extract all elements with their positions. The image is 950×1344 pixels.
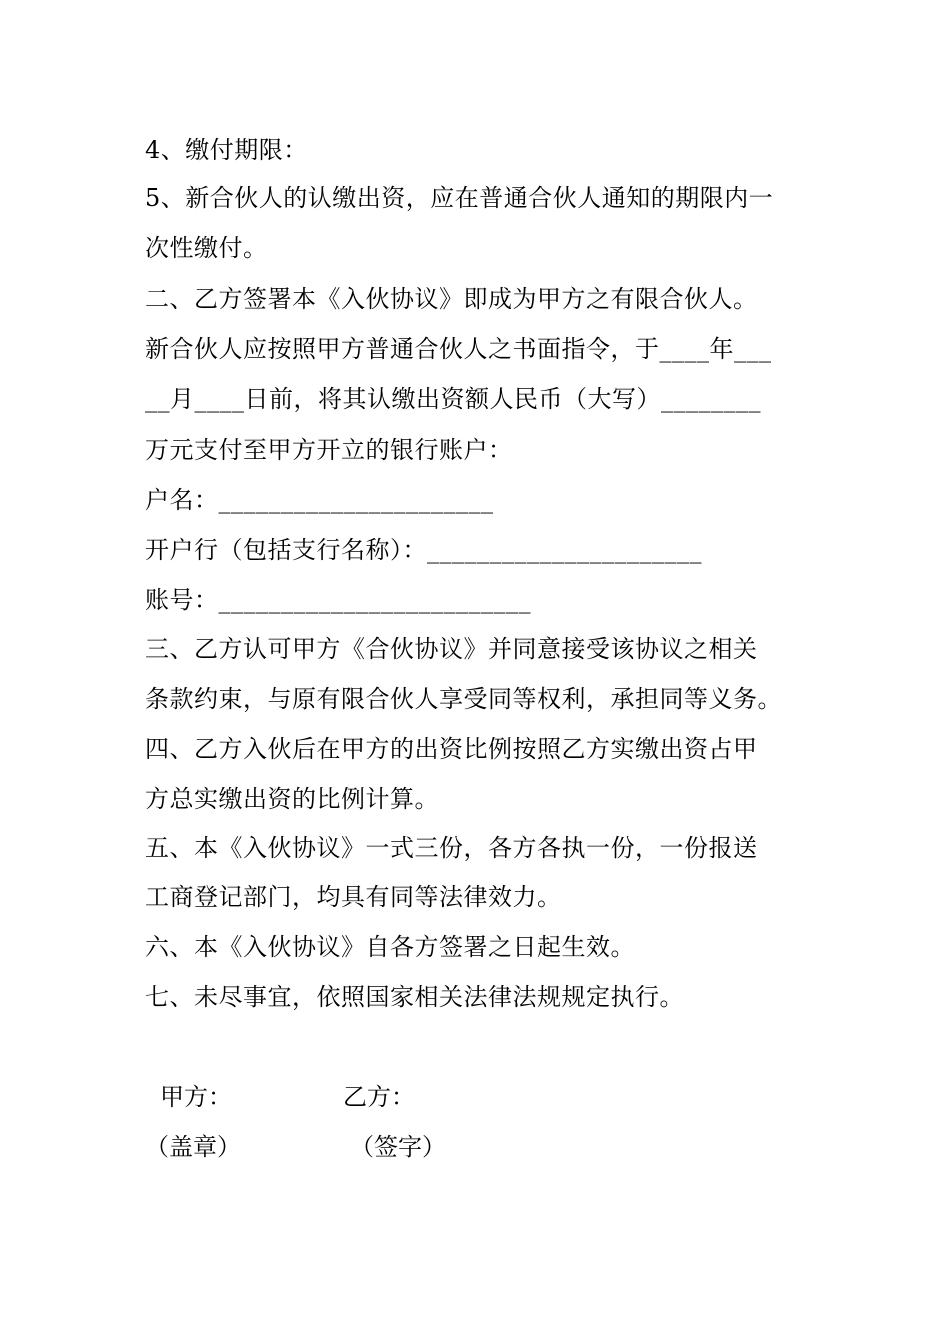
clause-line-14: 方总实缴出资的比例计算。 [145, 785, 439, 813]
account-name-line: 户名：______________________ [145, 486, 494, 514]
clause-line-5: 新合伙人应按照甲方普通合伙人之书面指令，于____年___ [145, 335, 772, 363]
party-a-label: 甲方： [160, 1083, 232, 1111]
account-number-line: 账号：_________________________ [145, 586, 531, 614]
clause-line-4: 二、乙方签署本《入伙协议》即成为甲方之有限合伙人。 [145, 285, 758, 313]
clause-line-13: 四、乙方入伙后在甲方的出资比例按照乙方实缴出资占甲 [145, 735, 758, 763]
clause-line-18: 七、未尽事宜，依照国家相关法律法规规定执行。 [145, 983, 684, 1011]
clause-line-6: __月____日前，将其认缴出资额人民币（大写）________ [145, 385, 761, 413]
clause-line-12: 条款约束，与原有限合伙人享受同等权利，承担同等义务。 [145, 685, 782, 713]
clause-line-3: 次性缴付。 [145, 234, 268, 262]
clause-line-1: 4、缴付期限： [145, 136, 308, 164]
clause-line-7: 万元支付至甲方开立的银行账户： [145, 436, 513, 464]
clause-line-17: 六、本《入伙协议》自各方签署之日起生效。 [145, 933, 635, 961]
party-a-seal-note: （盖章） [145, 1133, 241, 1161]
clause-line-16: 工商登记部门，均具有同等法律效力。 [145, 883, 562, 911]
clause-line-15: 五、本《入伙协议》一式三份，各方各执一份，一份报送 [145, 834, 758, 862]
party-b-label: 乙方： [343, 1083, 415, 1111]
party-b-sign-note: （签字） [350, 1133, 446, 1161]
bank-name-line: 开户行（包括支行名称）：______________________ [145, 536, 702, 564]
clause-line-2: 5、新合伙人的认缴出资，应在普通合伙人通知的期限内一 [145, 184, 774, 212]
clause-line-11: 三、乙方认可甲方《合伙协议》并同意接受该协议之相关 [145, 635, 758, 663]
